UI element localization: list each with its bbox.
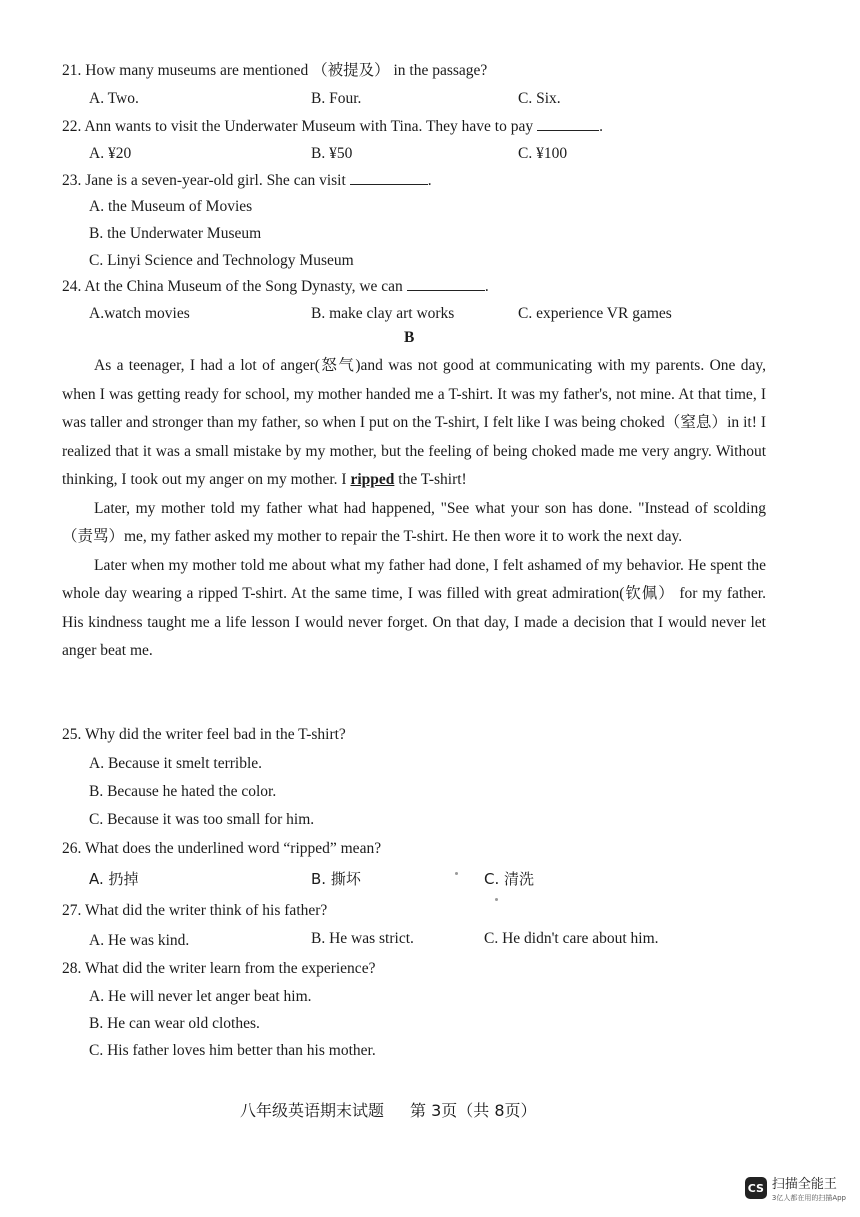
page-number: 第 3页（共 8页）: [410, 1101, 537, 1120]
paragraph-1-end: the T-shirt!: [398, 471, 467, 488]
passage-paragraph-1: [62, 352, 766, 495]
question-21-stem: 21. How many museums are mentioned （被提及） in the passage?: [62, 62, 488, 79]
question-27-option-a: A. He was kind.: [89, 932, 190, 949]
question-24-option-a: A.watch movies: [89, 305, 190, 322]
scan-speck: [495, 898, 498, 901]
scanner-watermark: [745, 1177, 846, 1203]
question-22-option-c: C. ¥100: [518, 145, 568, 162]
question-24-option-b: B. make clay art works: [311, 305, 455, 322]
reading-passage: [62, 352, 766, 666]
question-26-option-c: C. 清洗: [484, 870, 535, 888]
question-23-option-c: C. Linyi Science and Technology Museum: [89, 252, 354, 269]
question-24-stem: 24. At the China Museum of the Song Dynasty, we can: [62, 278, 403, 295]
paragraph-1-text: As a teenager, I had a lot of anger(怒气)and was not good at communicating with my parents. One day, when I was getting ready for school, my mother handed me a T-shirt. It was my father's, not mine. At that time, I was taller and stronger than my father, so when I put on the T-shirt, I felt like I was being choked（窒息）in it! I realized that it was a small mistake by my mother, but the feeling of being choked made me very angry. Without thinking, I took out my anger on my mother. I: [62, 357, 766, 488]
question-27-stem: 27. What did the writer think of his father?: [62, 902, 328, 919]
question-24-option-c: C. experience VR games: [518, 305, 672, 322]
question-28-stem: 28. What did the writer learn from the experience?: [62, 960, 376, 977]
question-21-option-a: A. Two.: [89, 90, 139, 107]
question-21-option-c: C. Six.: [518, 90, 561, 107]
question-25-option-b: B. Because he hated the color.: [89, 783, 277, 800]
exam-title: 八年级英语期末试题: [240, 1101, 385, 1120]
answer-blank: [407, 276, 485, 291]
question-25-option-c: C. Because it was too small for him.: [89, 811, 315, 828]
question-25-stem: 25. Why did the writer feel bad in the T-shirt?: [62, 726, 346, 743]
question-23-stem: 23. Jane is a seven-year-old girl. She can visit: [62, 172, 346, 189]
question-27-option-b: B. He was strict.: [311, 930, 414, 947]
question-23: [62, 170, 432, 192]
question-26-stem: 26. What does the underlined word “ripped” mean?: [62, 840, 382, 857]
page-footer: [240, 1098, 563, 1121]
question-21-option-b: B. Four.: [311, 90, 362, 107]
question-23-option-b: B. the Underwater Museum: [89, 225, 262, 242]
answer-blank: [537, 116, 599, 131]
question-23-option-a: A. the Museum of Movies: [89, 198, 253, 215]
question-25-option-a: A. Because it smelt terrible.: [89, 755, 263, 772]
question-28-option-c: C. His father loves him better than his mother.: [89, 1042, 376, 1059]
question-22: [62, 116, 603, 138]
question-22-option-b: B. ¥50: [311, 145, 353, 162]
scan-speck: [455, 872, 458, 875]
question-24: [62, 276, 489, 298]
question-26-option-b: B. 撕坏: [311, 870, 361, 888]
camscanner-logo-icon: CS: [745, 1177, 767, 1199]
answer-blank: [350, 170, 428, 185]
question-24-end: .: [484, 278, 489, 295]
question-28-option-a: A. He will never let anger beat him.: [89, 988, 312, 1005]
question-22-option-a: A. ¥20: [89, 145, 132, 162]
underlined-word: ripped: [350, 471, 395, 488]
question-27-option-c: C. He didn't care about him.: [484, 930, 659, 947]
passage-paragraph-2: Later, my mother told my father what had happened, "See what your son has done. "Instead of scolding（责骂）me, my father asked my mother to repair the T-shirt. He then wore it to work the next day.: [62, 499, 766, 545]
section-title: B: [404, 329, 415, 346]
watermark-title: 扫描全能王: [771, 1177, 837, 1192]
watermark-subtitle: 3亿人都在用的扫描App: [771, 1194, 846, 1202]
question-28-option-b: B. He can wear old clothes.: [89, 1015, 260, 1032]
question-23-end: .: [427, 172, 432, 189]
passage-paragraph-3: Later when my mother told me about what my father had done, I felt ashamed of my behavior. He spent the whole day wearing a ripped T-shirt. At the same time, I was filled with great admiration(钦佩） for my father. His kindness taught me a life lesson I would never forget. On that day, I made a decision that I would never let anger beat me.: [62, 556, 766, 659]
question-22-end: .: [599, 118, 603, 135]
question-22-stem: 22. Ann wants to visit the Underwater Museum with Tina. They have to pay: [62, 118, 534, 135]
question-26-option-a: A. 扔掉: [89, 870, 139, 888]
